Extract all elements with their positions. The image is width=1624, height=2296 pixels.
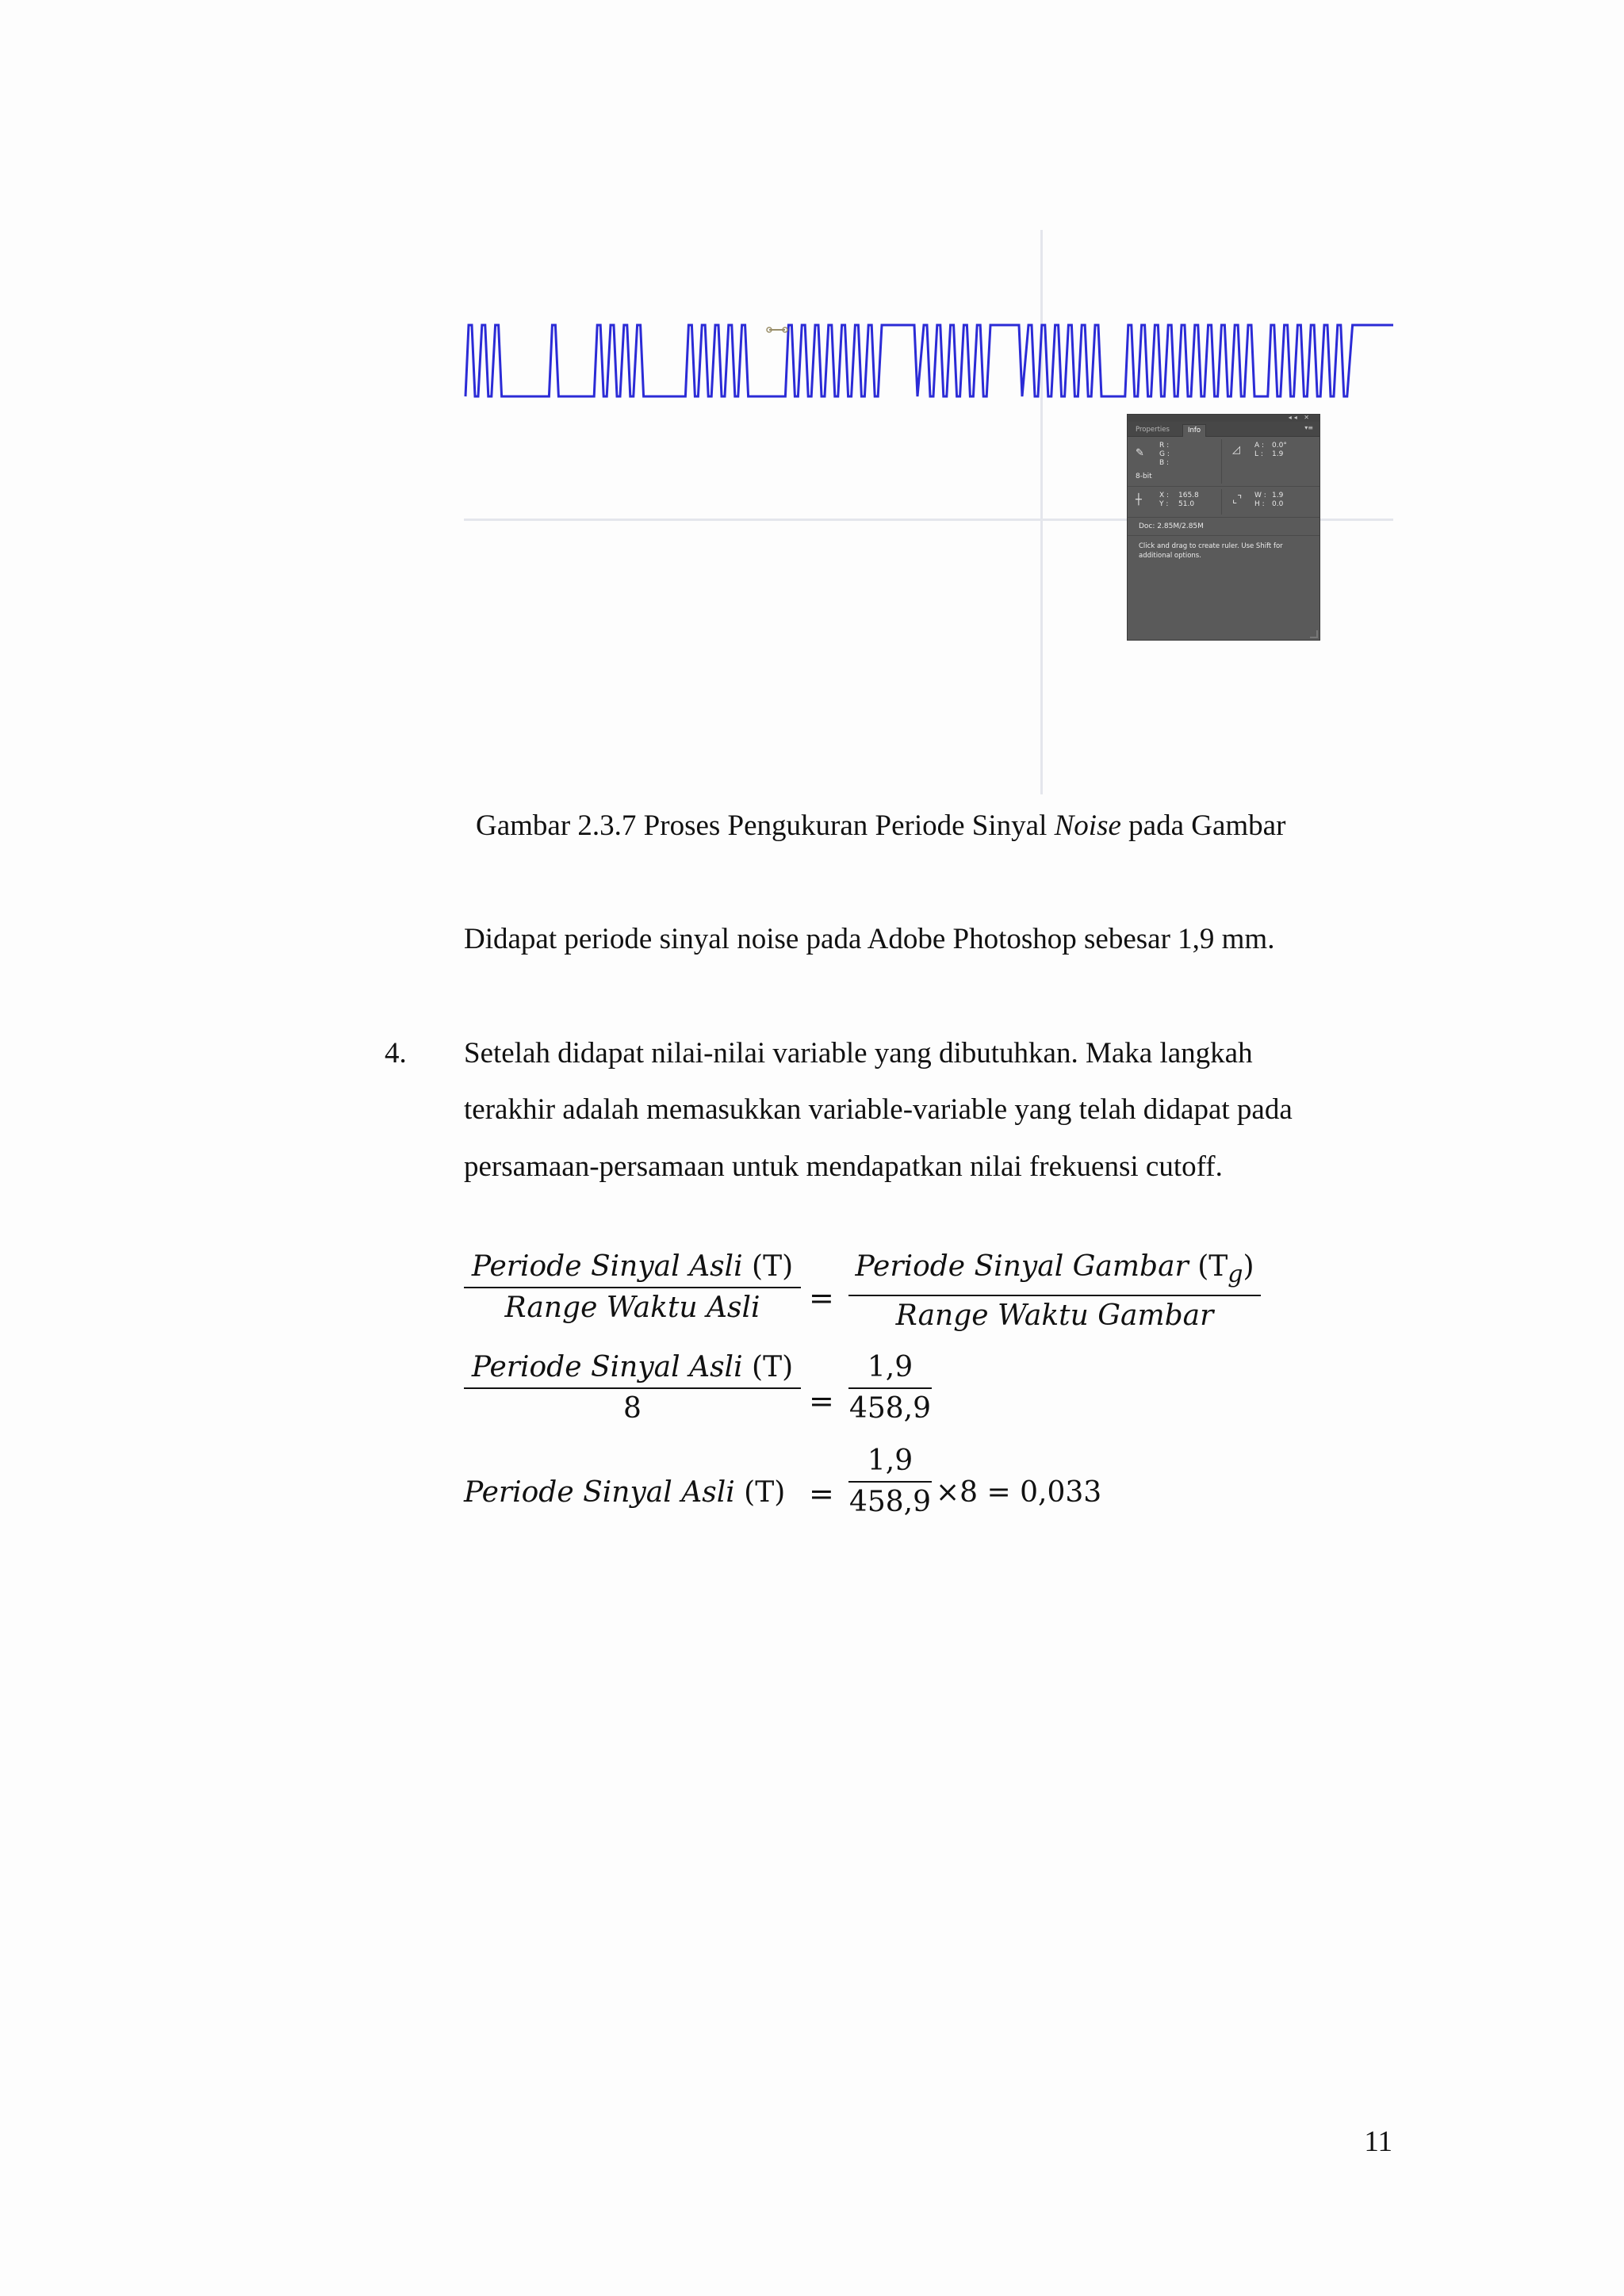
eq1-right-subscript: g: [1228, 1261, 1243, 1289]
eq1-left-denominator: Range Waktu Asli: [504, 1292, 760, 1324]
eq2-equals: =: [809, 1383, 834, 1418]
eq1-right-var-open: (T: [1197, 1250, 1228, 1283]
eq2-left-denominator: 8: [623, 1392, 642, 1425]
figure-screenshot: [464, 230, 1393, 794]
caption-prefix: Gambar 2.3.7 Proses Pengukuran Periode Sinyal: [476, 809, 1055, 842]
x-label: X :: [1159, 492, 1170, 499]
eq2-right-fraction: [848, 1349, 932, 1427]
doc-size-label: Doc: 2.85M/2.85M: [1139, 522, 1204, 530]
bit-depth-label: 8-bit: [1136, 473, 1152, 480]
doc-size-section: [1128, 518, 1320, 536]
tab-info[interactable]: Info: [1182, 424, 1206, 437]
list-item-line-1: Setelah didapat nilai-nilai variable yang dibutuhkan. Maka langkah: [464, 1037, 1253, 1070]
eq3-lhs-var: (T): [744, 1476, 786, 1509]
panel-menu-icon[interactable]: ▾≡: [1304, 424, 1313, 431]
h-label: H :: [1254, 500, 1265, 508]
vertical-guide-line: [1040, 230, 1043, 794]
position-readout-section: [1128, 487, 1320, 518]
noise-signal-waveform: [464, 325, 1393, 404]
color-readout-section: [1128, 437, 1320, 487]
tab-properties[interactable]: Properties: [1136, 426, 1170, 434]
eq1-equals: =: [809, 1280, 834, 1315]
info-panel[interactable]: [1127, 414, 1320, 641]
eq3-lhs: [464, 1476, 785, 1509]
eq1-right-numerator: Periode Sinyal Gambar: [855, 1250, 1198, 1283]
eq3-lhs-text: Periode Sinyal Asli: [464, 1476, 745, 1509]
caption-suffix: pada Gambar: [1120, 809, 1286, 842]
page-number: 11: [1364, 2126, 1392, 2158]
angle-icon: ◿: [1232, 444, 1240, 456]
eq1-left-numerator: Periode Sinyal Asli: [471, 1250, 753, 1283]
eyedropper-icon: ✎: [1136, 447, 1144, 459]
selection-size-icon: ⌞⌝: [1232, 494, 1243, 506]
eq2-left-numerator: Periode Sinyal Asli: [471, 1351, 753, 1383]
length-label: L :: [1254, 450, 1263, 458]
eq3-equals: =: [809, 1476, 834, 1511]
eq2-right-numerator: 1,9: [867, 1351, 914, 1383]
crosshair-icon: ┼: [1136, 494, 1142, 506]
ruler-hint-text: Click and drag to create ruler. Use Shift for additional options.: [1139, 542, 1283, 560]
eq1-right-fraction: [848, 1249, 1261, 1334]
angle-value: 0.0°: [1272, 442, 1287, 450]
eq2-right-denominator: 458,9: [848, 1392, 932, 1425]
r-label: R :: [1159, 442, 1170, 450]
figure-caption: [476, 809, 1285, 844]
caption-italic: Noise: [1054, 809, 1121, 842]
b-label: B :: [1159, 459, 1170, 467]
list-item-line-2: terakhir adalah memasukkan variable-variable yang telah didapat pada: [464, 1093, 1293, 1126]
eq3-numerator: 1,9: [867, 1445, 914, 1477]
ruler-marker: [767, 327, 787, 332]
list-item-number: 4.: [385, 1037, 407, 1070]
y-value: 51.0: [1178, 500, 1195, 508]
w-label: W :: [1254, 492, 1266, 499]
eq1-left-fraction: [464, 1249, 801, 1326]
resize-grip-icon[interactable]: [1310, 630, 1318, 638]
g-label: G :: [1159, 450, 1170, 458]
collapse-icon[interactable]: ◂◂ ✕: [1288, 414, 1312, 421]
eq3-result: ×8 = 0,033: [936, 1476, 1102, 1509]
y-label: Y :: [1159, 500, 1169, 508]
eq1-right-var-close: ): [1243, 1250, 1254, 1283]
w-value: 1.9: [1272, 492, 1284, 499]
eq1-right-denominator: Range Waktu Gambar: [895, 1299, 1214, 1333]
eq3-fraction: [848, 1443, 932, 1521]
eq3-denominator: 458,9: [848, 1486, 932, 1518]
eq2-left-numerator-var: (T): [752, 1351, 794, 1383]
result-paragraph: Didapat periode sinyal noise pada Adobe Photoshop sebesar 1,9 mm.: [464, 923, 1275, 955]
h-value: 0.0: [1272, 500, 1284, 508]
angle-label: A :: [1254, 442, 1265, 450]
eq1-left-numerator-var: (T): [752, 1250, 794, 1283]
length-value: 1.9: [1272, 450, 1284, 458]
eq2-left-fraction: [464, 1349, 801, 1427]
x-value: 165.8: [1178, 492, 1199, 499]
list-item-line-3: persamaan-persamaan untuk mendapatkan nilai frekuensi cutoff.: [464, 1150, 1223, 1183]
